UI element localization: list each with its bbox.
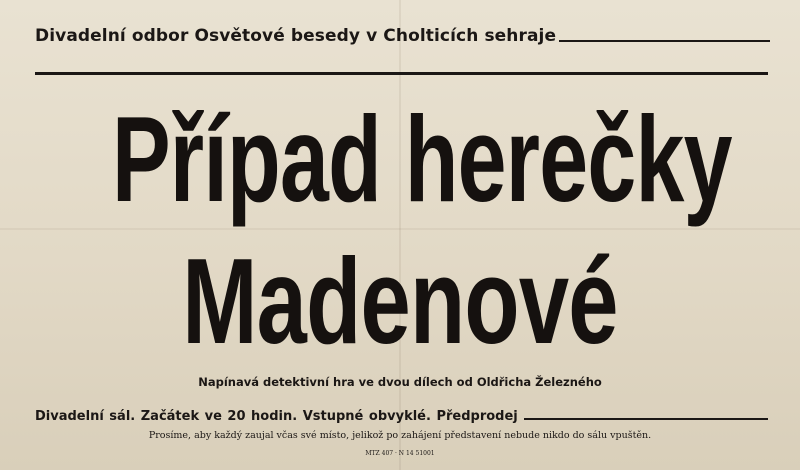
presale-blank-line	[524, 418, 768, 420]
header-text: Divadelní odbor Osvětové besedy v Cholticích sehraje	[35, 26, 557, 46]
printer-code: MTZ 407 · N 14 51001	[365, 450, 435, 457]
event-info-line	[35, 404, 768, 424]
play-title-line-2: Madenové	[182, 233, 618, 369]
top-rule	[35, 72, 768, 75]
paper-fold-horizontal	[0, 228, 800, 230]
event-info-text: Divadelní sál. Začátek ve 20 hodin. Vstupné obvyklé. Předprodej	[35, 409, 518, 424]
header-blank-line	[559, 40, 770, 42]
header-line	[35, 20, 770, 46]
play-subtitle: Napínavá detektivní hra ve dvou dílech od Oldřicha Železného	[198, 375, 602, 389]
play-title-line-1: Případ herečky	[112, 91, 732, 227]
attendance-note: Prosíme, aby každý zaujal včas své místo, jelikož po zahájení představení nebude nikdo do sálu vpuštěn.	[148, 430, 652, 441]
